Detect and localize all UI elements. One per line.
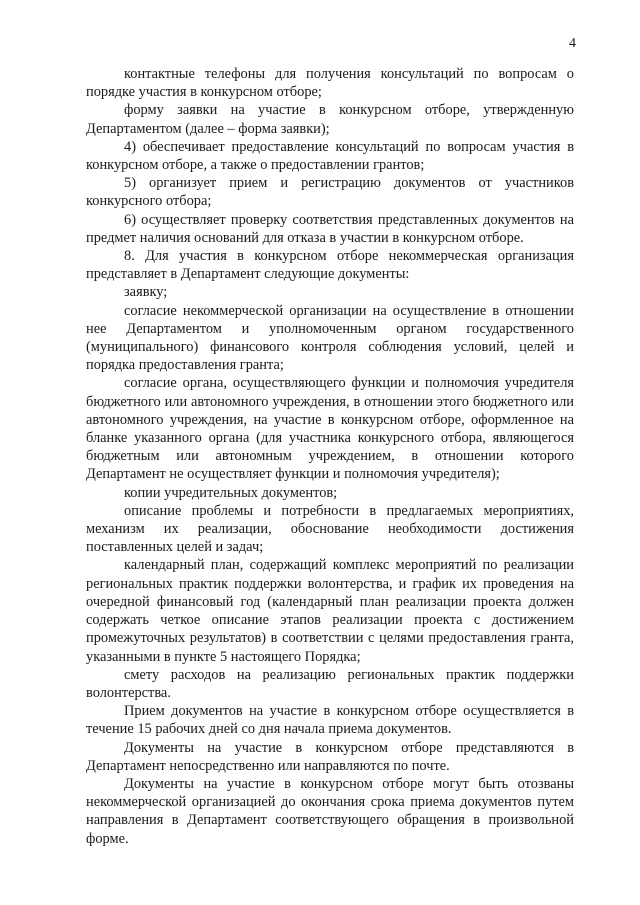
paragraph: описание проблемы и потребности в предлагаемых мероприятиях, механизм их реализации, обоснование необходимости достижения поставленных целей и задач; — [86, 502, 574, 556]
paragraph: копии учредительных документов; — [124, 484, 338, 501]
paragraph: Документы на участие в конкурсном отборе могут быть отозваны некоммерческой организацией до окончания срока приема документов путем направления в Департамент соответствующего обращения в произвольной форме. — [86, 775, 574, 847]
document-body — [86, 65, 574, 848]
page-number: 4 — [569, 36, 576, 51]
paragraph: согласие некоммерческой организации на осуществление в отношении нее Департаментом и уполномоченным органом государственного (муниципального) финансового контроля соблюдения условий, целей и порядка предоставления гранта; — [86, 302, 574, 374]
paragraph: 8. Для участия в конкурсном отборе некоммерческая организация представляет в Департамент следующие документы: — [86, 248, 574, 283]
paragraph: форму заявки на участие в конкурсном отборе, утвержденную Департаментом (далее – форма заявки); — [86, 102, 574, 137]
paragraph: контактные телефоны для получения консультаций по вопросам о порядке участия в конкурсном отборе; — [86, 66, 574, 101]
paragraph: 6) осуществляет проверку соответствия представленных документов на предмет наличия оснований для отказа в участии в конкурсном отборе. — [86, 211, 574, 246]
paragraph: согласие органа, осуществляющего функции и полномочия учредителя бюджетного или автономного учреждения, в отношении этого бюджетного или автономного учреждения, на участие в конкурсном отборе, оформленное на бланке указанного органа (для участника конкурсного отбора, являющегося бюджетным или автономным учреждением, в отношении которого Департамент не осуществляет функции и полномочия учредителя); — [86, 375, 574, 483]
paragraph: заявку; — [124, 284, 168, 301]
paragraph: Документы на участие в конкурсном отборе представляются в Департамент непосредственно или направляются по почте. — [86, 739, 574, 774]
paragraph: Прием документов на участие в конкурсном отборе осуществляется в течение 15 рабочих дней со дня начала приема документов. — [86, 703, 574, 738]
paragraph: календарный план, содержащий комплекс мероприятий по реализации региональных практик поддержки волонтерства, и график их проведения на очередной финансовый год (календарный план реализации проекта должен содержать четкое описание этапов реализации проекта с достижением промежуточных результатов) в соответствии с целями предоставления гранта, указанными в пункте 5 настоящего Порядка; — [86, 557, 574, 665]
paragraph: смету расходов на реализацию региональных практик поддержки волонтерства. — [86, 666, 574, 701]
paragraph: 4) обеспечивает предоставление консультаций по вопросам участия в конкурсном отборе, а также о предоставлении грантов; — [86, 138, 574, 174]
paragraph: 5) организует прием и регистрацию документов от участников конкурсного отбора; — [86, 175, 574, 210]
